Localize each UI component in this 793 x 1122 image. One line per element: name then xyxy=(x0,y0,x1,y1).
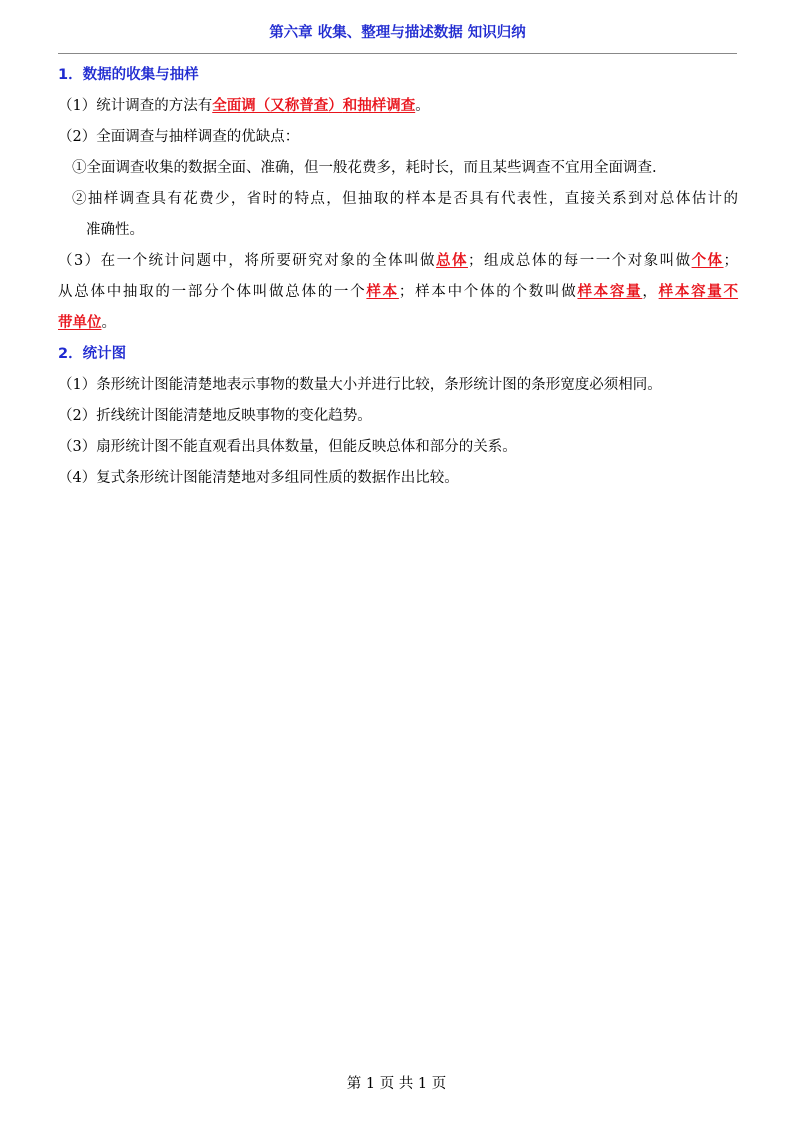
chart-type-item: （4）复式条形统计图能清楚地对多组同性质的数据作出比较。 xyxy=(58,470,459,486)
keyword-individual: 个体 xyxy=(691,253,724,269)
section-1-paragraph-3-line-1 xyxy=(58,246,738,277)
advantages-item-2-line-2: 准确性。 xyxy=(86,222,144,238)
section-1-paragraph-3-line-3 xyxy=(58,308,738,339)
section-1-heading: 1．数据的收集与抽样 xyxy=(58,67,199,83)
text-segment: 从总体中抽取的一部分个体叫做总体的一个 xyxy=(58,284,367,300)
keyword-full-survey: 全面调（又称普查） xyxy=(212,98,343,114)
chart-type-item: （2）折线统计图能清楚地反映事物的变化趋势。 xyxy=(58,408,372,424)
keyword-sample-size-no-unit: 样本容量不 xyxy=(658,284,739,300)
text-segment: ；样本中个体的个数叫做 xyxy=(398,284,578,300)
advantages-item-2-line-1: ②抽样调查具有花费少，省时的特点，但抽取的样本是否具有代表性，直接关系到对总体估计的 xyxy=(72,191,738,207)
keyword-sample: 样本 xyxy=(366,284,399,300)
text-segment: ； xyxy=(723,253,739,269)
text-segment: ， xyxy=(642,284,659,300)
text-segment: （1）统计调查的方法有 xyxy=(58,98,213,114)
section-1-paragraph-1 xyxy=(58,91,738,122)
chart-type-item: （1）条形统计图能清楚地表示事物的数量大小并进行比较，条形统计图的条形宽度必须相同。 xyxy=(58,377,662,393)
keyword-population: 总体 xyxy=(436,253,468,269)
text-segment: （3）在一个统计问题中，将所要研究对象的全体叫做 xyxy=(58,253,437,269)
page-number-footer: 第 1 页 共 1 页 xyxy=(346,1076,447,1092)
section-2-heading: 2．统计图 xyxy=(58,346,127,362)
text-segment: 。 xyxy=(415,98,430,114)
header-divider xyxy=(58,53,737,54)
text-segment: ；组成总体的每一一个对象叫做 xyxy=(467,253,692,269)
section-1-paragraph-3-line-2 xyxy=(58,277,738,308)
text-segment: 。 xyxy=(101,315,116,331)
chart-type-item: （3）扇形统计图不能直观看出具体数量，但能反映总体和部分的关系。 xyxy=(58,439,517,455)
document-body xyxy=(58,60,738,494)
keyword-no-unit: 带单位 xyxy=(58,315,102,331)
keyword-sampling-survey: 和抽样调查 xyxy=(342,98,416,114)
section-1-paragraph-2: （2）全面调查与抽样调查的优缺点： xyxy=(58,129,300,145)
page-header-title: 第六章 收集、整理与描述数据 知识归纳 xyxy=(269,25,526,41)
keyword-sample-size: 样本容量 xyxy=(577,284,643,300)
advantages-item-1: ①全面调查收集的数据全面、准确，但一般花费多，耗时长，而且某些调查不宜用全面调查. xyxy=(72,160,657,176)
